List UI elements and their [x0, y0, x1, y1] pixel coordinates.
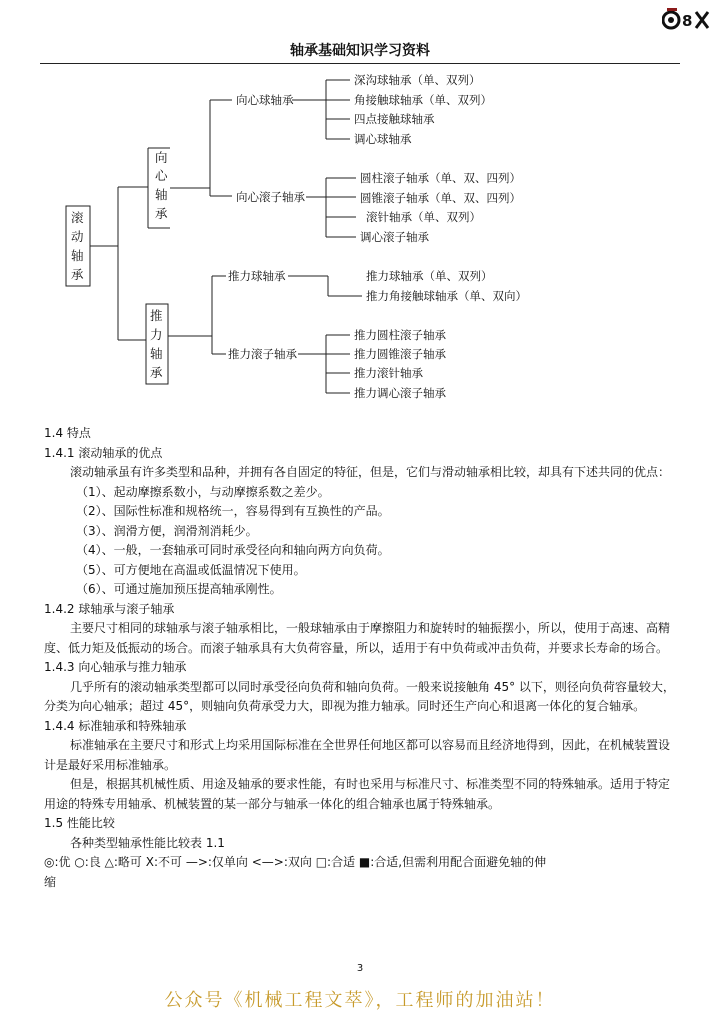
- advantage-item: （6）、可通过施加预压提高轴承刚性。: [76, 582, 282, 596]
- symbol-legend: ◎:优 ○:良 △:略可 X:不可 —>:仅单向 <—>:双向 □:合适 ■:合适,但需利用配合面避免轴的伸: [44, 855, 547, 869]
- section-heading: 1.4 特点: [44, 426, 91, 440]
- advantage-item: （4）、一般，一套轴承可同时承受径向和轴向两方向负荷。: [76, 543, 390, 557]
- radial-ball-item: 深沟球轴承（单、双列）: [354, 73, 481, 87]
- thrust-char: 力: [150, 327, 163, 342]
- radial-ball-label: 向心球轴承: [236, 93, 294, 107]
- footer-slogan: 公众号《机械工程文萃》，工程师的加油站！: [164, 990, 556, 1011]
- thrust-char: 承: [150, 365, 163, 380]
- radial-char: 心: [155, 168, 168, 183]
- radial-roller-item: 圆柱滚子轴承（单、双、四列）: [360, 171, 521, 185]
- radial-roller-label: 向心滚子轴承: [236, 190, 305, 204]
- table-caption: 各种类型轴承性能比较表 1.1: [70, 835, 225, 850]
- radial-ball-item: 角接触球轴承（单、双列）: [354, 93, 492, 107]
- svg-text:8: 8: [682, 12, 693, 30]
- thrust-ball-item: 推力球轴承（单、双列）: [366, 269, 493, 283]
- radial-char: 承: [155, 206, 168, 221]
- section-heading: 1.5 性能比较: [44, 816, 115, 830]
- advantage-item: （1）、起动摩擦系数小，与动摩擦系数之差少。: [76, 484, 330, 499]
- advantage-item: （3）、润滑方便，润滑剂消耗少。: [76, 523, 258, 538]
- thrust-ball-item: 推力角接触球轴承（单、双向）: [366, 289, 527, 303]
- root-char: 承: [71, 267, 84, 282]
- thrust-roller-item: 推力调心滚子轴承: [354, 386, 446, 400]
- section-heading: 1.4.4 标准轴承和特殊轴承: [44, 718, 187, 733]
- radial-ball-item: 四点接触球轴承: [354, 112, 435, 126]
- thrust-ball-label: 推力球轴承: [228, 269, 286, 283]
- section-heading: 1.4.1 滚动轴承的优点: [44, 445, 163, 460]
- document-title: 轴承基础知识学习资料: [290, 43, 430, 59]
- paragraph: 滚动轴承虽有许多类型和品种，并拥有各自固定的特征，但是，它们与滑动轴承相比较，却具有下述共同的优点：: [70, 465, 671, 479]
- thrust-roller-item: 推力圆柱滚子轴承: [354, 328, 446, 342]
- radial-ball-item: 调心球轴承: [354, 132, 412, 146]
- paragraph: 主要尺寸相同的球轴承与滚子轴承相比，一般球轴承由于摩擦阻力和旋转时的轴振摆小，所以，使用于高速、高精度、低力矩及低振动的场合。而滚子轴承具有大负荷容量，所以，适用于有中负荷或冲击负荷，并要求长寿命的场合。: [44, 621, 671, 655]
- paragraph: 标准轴承在主要尺寸和形式上均采用国际标准在全世界任何地区都可以容易而且经济地得到，因此，在机械装置设计是最好采用标准轴承。: [44, 738, 671, 772]
- radial-roller-item: 滚针轴承（单、双列）: [366, 210, 481, 224]
- thrust-char: 推: [150, 308, 163, 323]
- section-heading: 1.4.2 球轴承与滚子轴承: [44, 601, 175, 616]
- document-body: [44, 424, 676, 892]
- advantage-item: （2）、国际性标准和规格统一，容易得到有互换性的产品。: [76, 504, 390, 518]
- thrust-roller-label: 推力滚子轴承: [228, 347, 297, 361]
- thrust-char: 轴: [150, 346, 163, 361]
- advantage-item: （5）、可方便地在高温或低温情况下使用。: [76, 562, 306, 577]
- page-number: 3: [356, 963, 364, 974]
- section-heading: 1.4.3 向心轴承与推力轴承: [44, 660, 187, 674]
- paragraph: 几乎所有的滚动轴承类型都可以同时承受径向负荷和轴向负荷。一般来说接触角 45° 以下，则径向负荷容量较大，分类为向心轴承；超过 45°，则轴向负荷承受力大，即视为推力轴承。同时还生产向心和退离一体化的复合轴承。: [44, 679, 675, 713]
- root-char: 动: [71, 229, 84, 244]
- root-char: 滚: [71, 210, 84, 225]
- bearing-classification-tree: [0, 0, 720, 420]
- thrust-roller-item: 推力滚针轴承: [354, 366, 423, 380]
- thrust-roller-item: 推力圆锥滚子轴承: [354, 347, 446, 361]
- paragraph: 但是，根据其机械性质、用途及轴承的要求性能，有时也采用与标准尺寸、标准类型不同的特殊轴承。适用于特定用途的特殊专用轴承、机械装置的某一部分与轴承一体化的组合轴承也属于特殊轴承。: [44, 777, 671, 811]
- symbol-legend-continued: 缩: [44, 874, 57, 889]
- radial-char: 轴: [155, 187, 168, 202]
- radial-roller-item: 调心滚子轴承: [360, 230, 429, 244]
- radial-char: 向: [155, 150, 168, 165]
- radial-roller-item: 圆锥滚子轴承（单、双、四列）: [360, 191, 521, 205]
- root-char: 轴: [71, 248, 84, 263]
